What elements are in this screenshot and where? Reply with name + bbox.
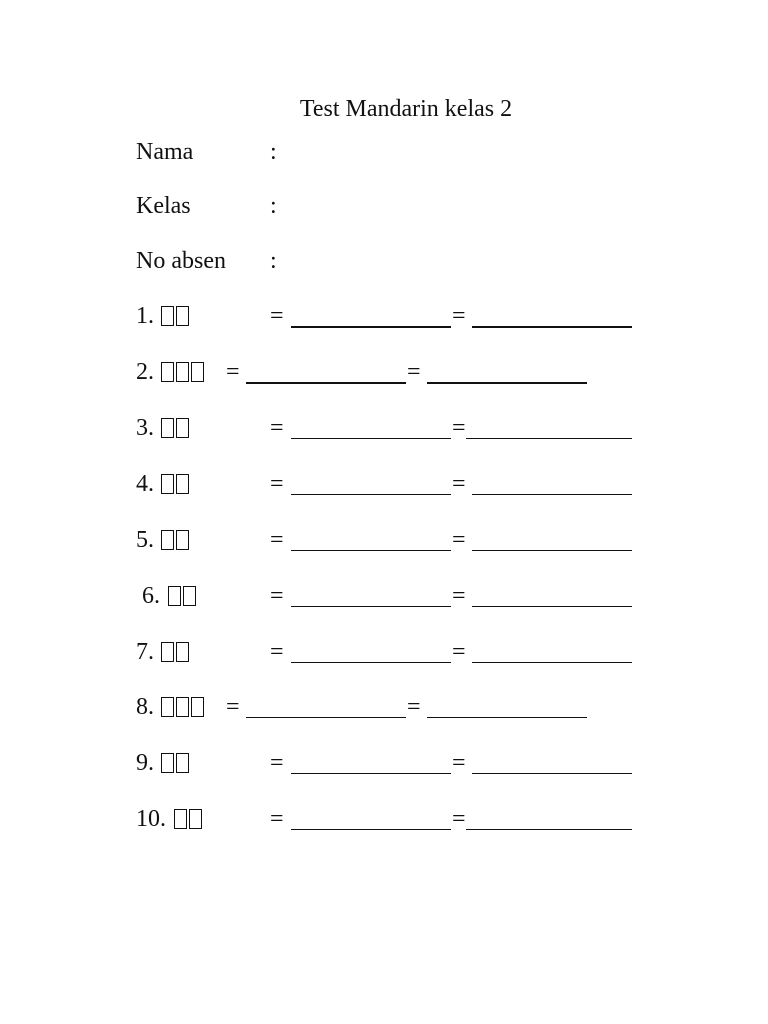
equals-sign: = <box>270 471 284 497</box>
question-number: 1. <box>136 303 154 329</box>
question-row <box>0 692 768 722</box>
missing-glyph-boxes <box>161 469 191 499</box>
answer-blank <box>472 773 632 774</box>
question-row <box>0 804 768 834</box>
missing-glyph-boxes <box>161 692 206 722</box>
question-number: 8. <box>136 694 154 720</box>
question-row <box>0 525 768 555</box>
field-colon: : <box>270 139 277 165</box>
missing-glyph-boxes <box>161 637 191 667</box>
missing-glyph-boxes <box>161 357 206 387</box>
answer-blank <box>472 550 632 551</box>
equals-sign: = <box>452 639 466 665</box>
missing-glyph-boxes <box>168 581 198 611</box>
question-number: 7. <box>136 639 154 665</box>
equals-sign: = <box>270 415 284 441</box>
answer-blank <box>466 438 632 439</box>
equals-sign: = <box>270 639 284 665</box>
field-colon: : <box>270 248 277 274</box>
answer-blank <box>246 382 406 384</box>
question-row <box>0 637 768 667</box>
equals-sign: = <box>452 471 466 497</box>
answer-blank <box>427 382 587 384</box>
field-label: Nama <box>136 139 194 165</box>
answer-blank <box>472 494 632 495</box>
equals-sign: = <box>270 583 284 609</box>
question-number: 6. <box>142 583 160 609</box>
answer-blank <box>291 494 451 495</box>
field-no-absen <box>0 246 768 276</box>
answer-blank <box>472 662 632 663</box>
equals-sign: = <box>270 806 284 832</box>
question-number: 2. <box>136 359 154 385</box>
answer-blank <box>291 829 451 830</box>
equals-sign: = <box>226 694 240 720</box>
equals-sign: = <box>270 750 284 776</box>
equals-sign: = <box>452 583 466 609</box>
field-kelas <box>0 191 768 221</box>
question-number: 5. <box>136 527 154 553</box>
answer-blank <box>427 717 587 718</box>
question-row <box>0 469 768 499</box>
answer-blank <box>291 662 451 663</box>
question-number: 10. <box>136 806 166 832</box>
missing-glyph-boxes <box>161 525 191 555</box>
question-row <box>0 357 768 387</box>
equals-sign: = <box>452 806 466 832</box>
answer-blank <box>246 717 406 718</box>
missing-glyph-boxes <box>174 804 204 834</box>
answer-blank <box>291 326 451 328</box>
answer-blank <box>291 606 451 607</box>
equals-sign: = <box>226 359 240 385</box>
question-number: 3. <box>136 415 154 441</box>
equals-sign: = <box>452 415 466 441</box>
question-row <box>0 413 768 443</box>
question-number: 9. <box>136 750 154 776</box>
field-label: No absen <box>136 248 226 274</box>
page-title: Test Mandarin kelas 2 <box>299 96 513 122</box>
field-colon: : <box>270 193 277 219</box>
answer-blank <box>291 438 451 439</box>
equals-sign: = <box>270 527 284 553</box>
answer-blank <box>466 829 632 830</box>
answer-blank <box>472 606 632 607</box>
field-label: Kelas <box>136 193 191 219</box>
missing-glyph-boxes <box>161 748 191 778</box>
answer-blank <box>472 326 632 328</box>
equals-sign: = <box>407 694 421 720</box>
question-row <box>0 301 768 331</box>
equals-sign: = <box>452 303 466 329</box>
question-row <box>0 581 768 611</box>
equals-sign: = <box>407 359 421 385</box>
missing-glyph-boxes <box>161 413 191 443</box>
missing-glyph-boxes <box>161 301 191 331</box>
equals-sign: = <box>452 527 466 553</box>
equals-sign: = <box>270 303 284 329</box>
question-number: 4. <box>136 471 154 497</box>
question-row <box>0 748 768 778</box>
field-nama <box>0 137 768 167</box>
answer-blank <box>291 773 451 774</box>
equals-sign: = <box>452 750 466 776</box>
answer-blank <box>291 550 451 551</box>
